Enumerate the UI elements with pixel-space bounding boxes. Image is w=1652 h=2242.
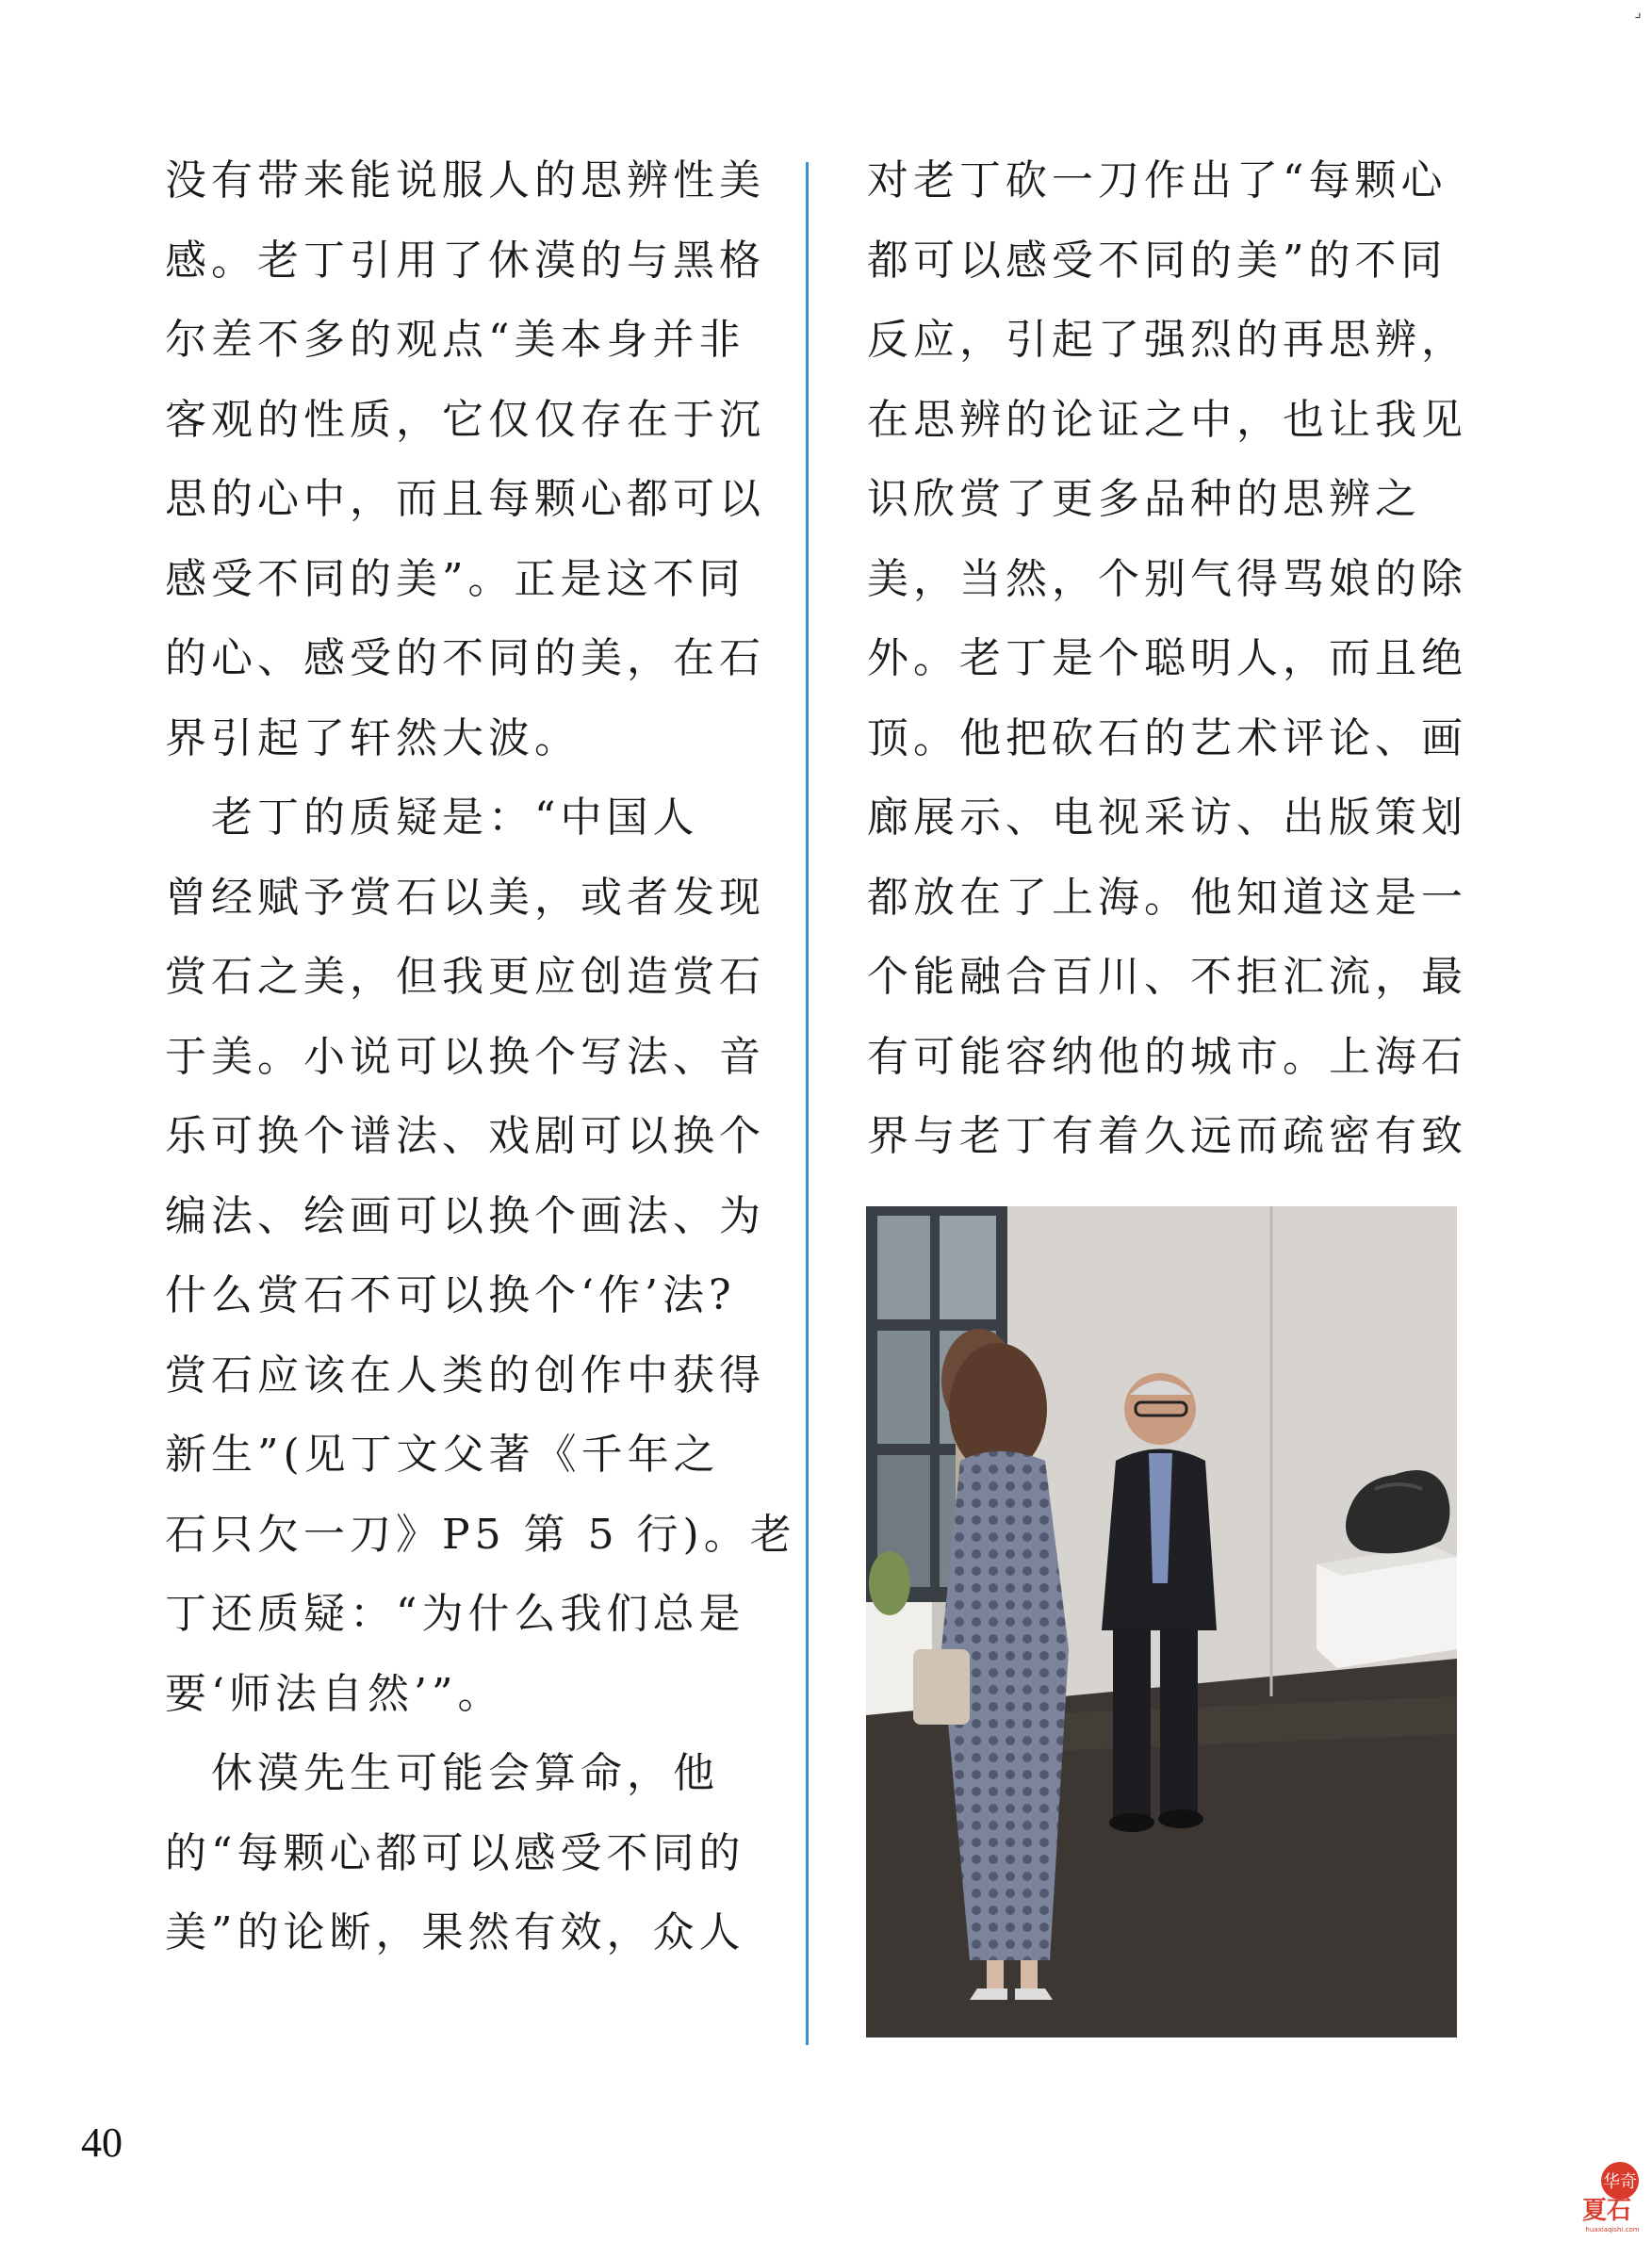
text-line: 感。老丁引用了休漠的与黑格 [165, 236, 765, 285]
text-line: 反应，引起了强烈的再思辨， [867, 316, 1467, 364]
text-line: 要‘师法自然’”。 [165, 1669, 504, 1718]
text-line: 乐可换个谱法、戏剧可以换个 [165, 1112, 765, 1160]
text-line: 的心、感受的不同的美，在石 [165, 634, 765, 682]
text-line: 曾经赋予赏石以美，或者发现 [165, 873, 765, 922]
text-line: 什么赏石不可以换个‘作’法? [165, 1271, 736, 1319]
gallery-photo-illustration [866, 1206, 1457, 2037]
text-line: 顶。他把砍石的艺术评论、画 [867, 713, 1467, 762]
text-line: 新生”(见丁文父著《千年之 [165, 1431, 720, 1479]
text-line: 客观的性质，它仅仅存在于沉 [165, 395, 765, 444]
watermark-logo-icon [1578, 2158, 1646, 2234]
text-line: 外。老丁是个聪明人，而且绝 [867, 634, 1467, 682]
svg-text:huaxiaqishi.com: huaxiaqishi.com [1585, 2226, 1640, 2234]
text-line: 赏石应该在人类的创作中获得 [165, 1350, 765, 1399]
text-line: 美”的论断，果然有效，众人 [165, 1908, 745, 1956]
text-line: 于美。小说可以换个写法、音 [165, 1032, 765, 1081]
text-line: 休漠先生可能会算命，他 [165, 1749, 719, 1797]
text-line: 感受不同的美”。正是这不同 [165, 554, 745, 603]
text-line: 思的心中，而且每颗心都可以 [165, 475, 765, 523]
corner-icon: ⌟ [1634, 3, 1642, 21]
svg-text:华奇: 华奇 [1603, 2172, 1637, 2192]
text-line: 没有带来能说服人的思辨性美 [165, 156, 765, 205]
text-line: 赏石之美，但我更应创造赏石 [165, 953, 765, 1001]
text-line: 在思辨的论证之中，也让我见 [867, 395, 1467, 444]
text-line: 尔差不多的观点“美本身并非 [165, 316, 745, 364]
column-divider [806, 162, 809, 2045]
text-line: 界与老丁有着久远而疏密有致 [867, 1112, 1467, 1160]
gallery-photo [866, 1206, 1457, 2037]
text-line: 廊展示、电视采访、出版策划 [867, 794, 1467, 842]
text-line: 界引起了轩然大波。 [165, 713, 581, 762]
text-line: 老丁的质疑是：“中国人 [165, 794, 699, 842]
text-line: 美，当然，个别气得骂娘的除 [867, 554, 1467, 603]
text-line: 都可以感受不同的美”的不同 [867, 236, 1448, 285]
text-line: 有可能容纳他的城市。上海石 [867, 1032, 1467, 1081]
text-line: 个能融合百川、不拒汇流，最 [867, 953, 1467, 1001]
text-line: 都放在了上海。他知道这是一 [867, 873, 1467, 922]
page-number: 40 [81, 2119, 123, 2166]
text-line: 对老丁砍一刀作出了“每颗心 [867, 156, 1448, 205]
text-line: 石只欠一刀》P5 第 5 行)。老 [165, 1510, 796, 1559]
text-line: 编法、绘画可以换个画法、为 [165, 1191, 765, 1240]
text-line: 识欣赏了更多品种的思辨之 [867, 475, 1421, 523]
text-line: 丁还质疑：“为什么我们总是 [165, 1590, 745, 1638]
text-line: 的“每颗心都可以感受不同的 [165, 1828, 745, 1877]
svg-text:夏石: 夏石 [1581, 2197, 1632, 2225]
right-text-column [867, 141, 1470, 1177]
left-text-column [165, 141, 796, 1973]
